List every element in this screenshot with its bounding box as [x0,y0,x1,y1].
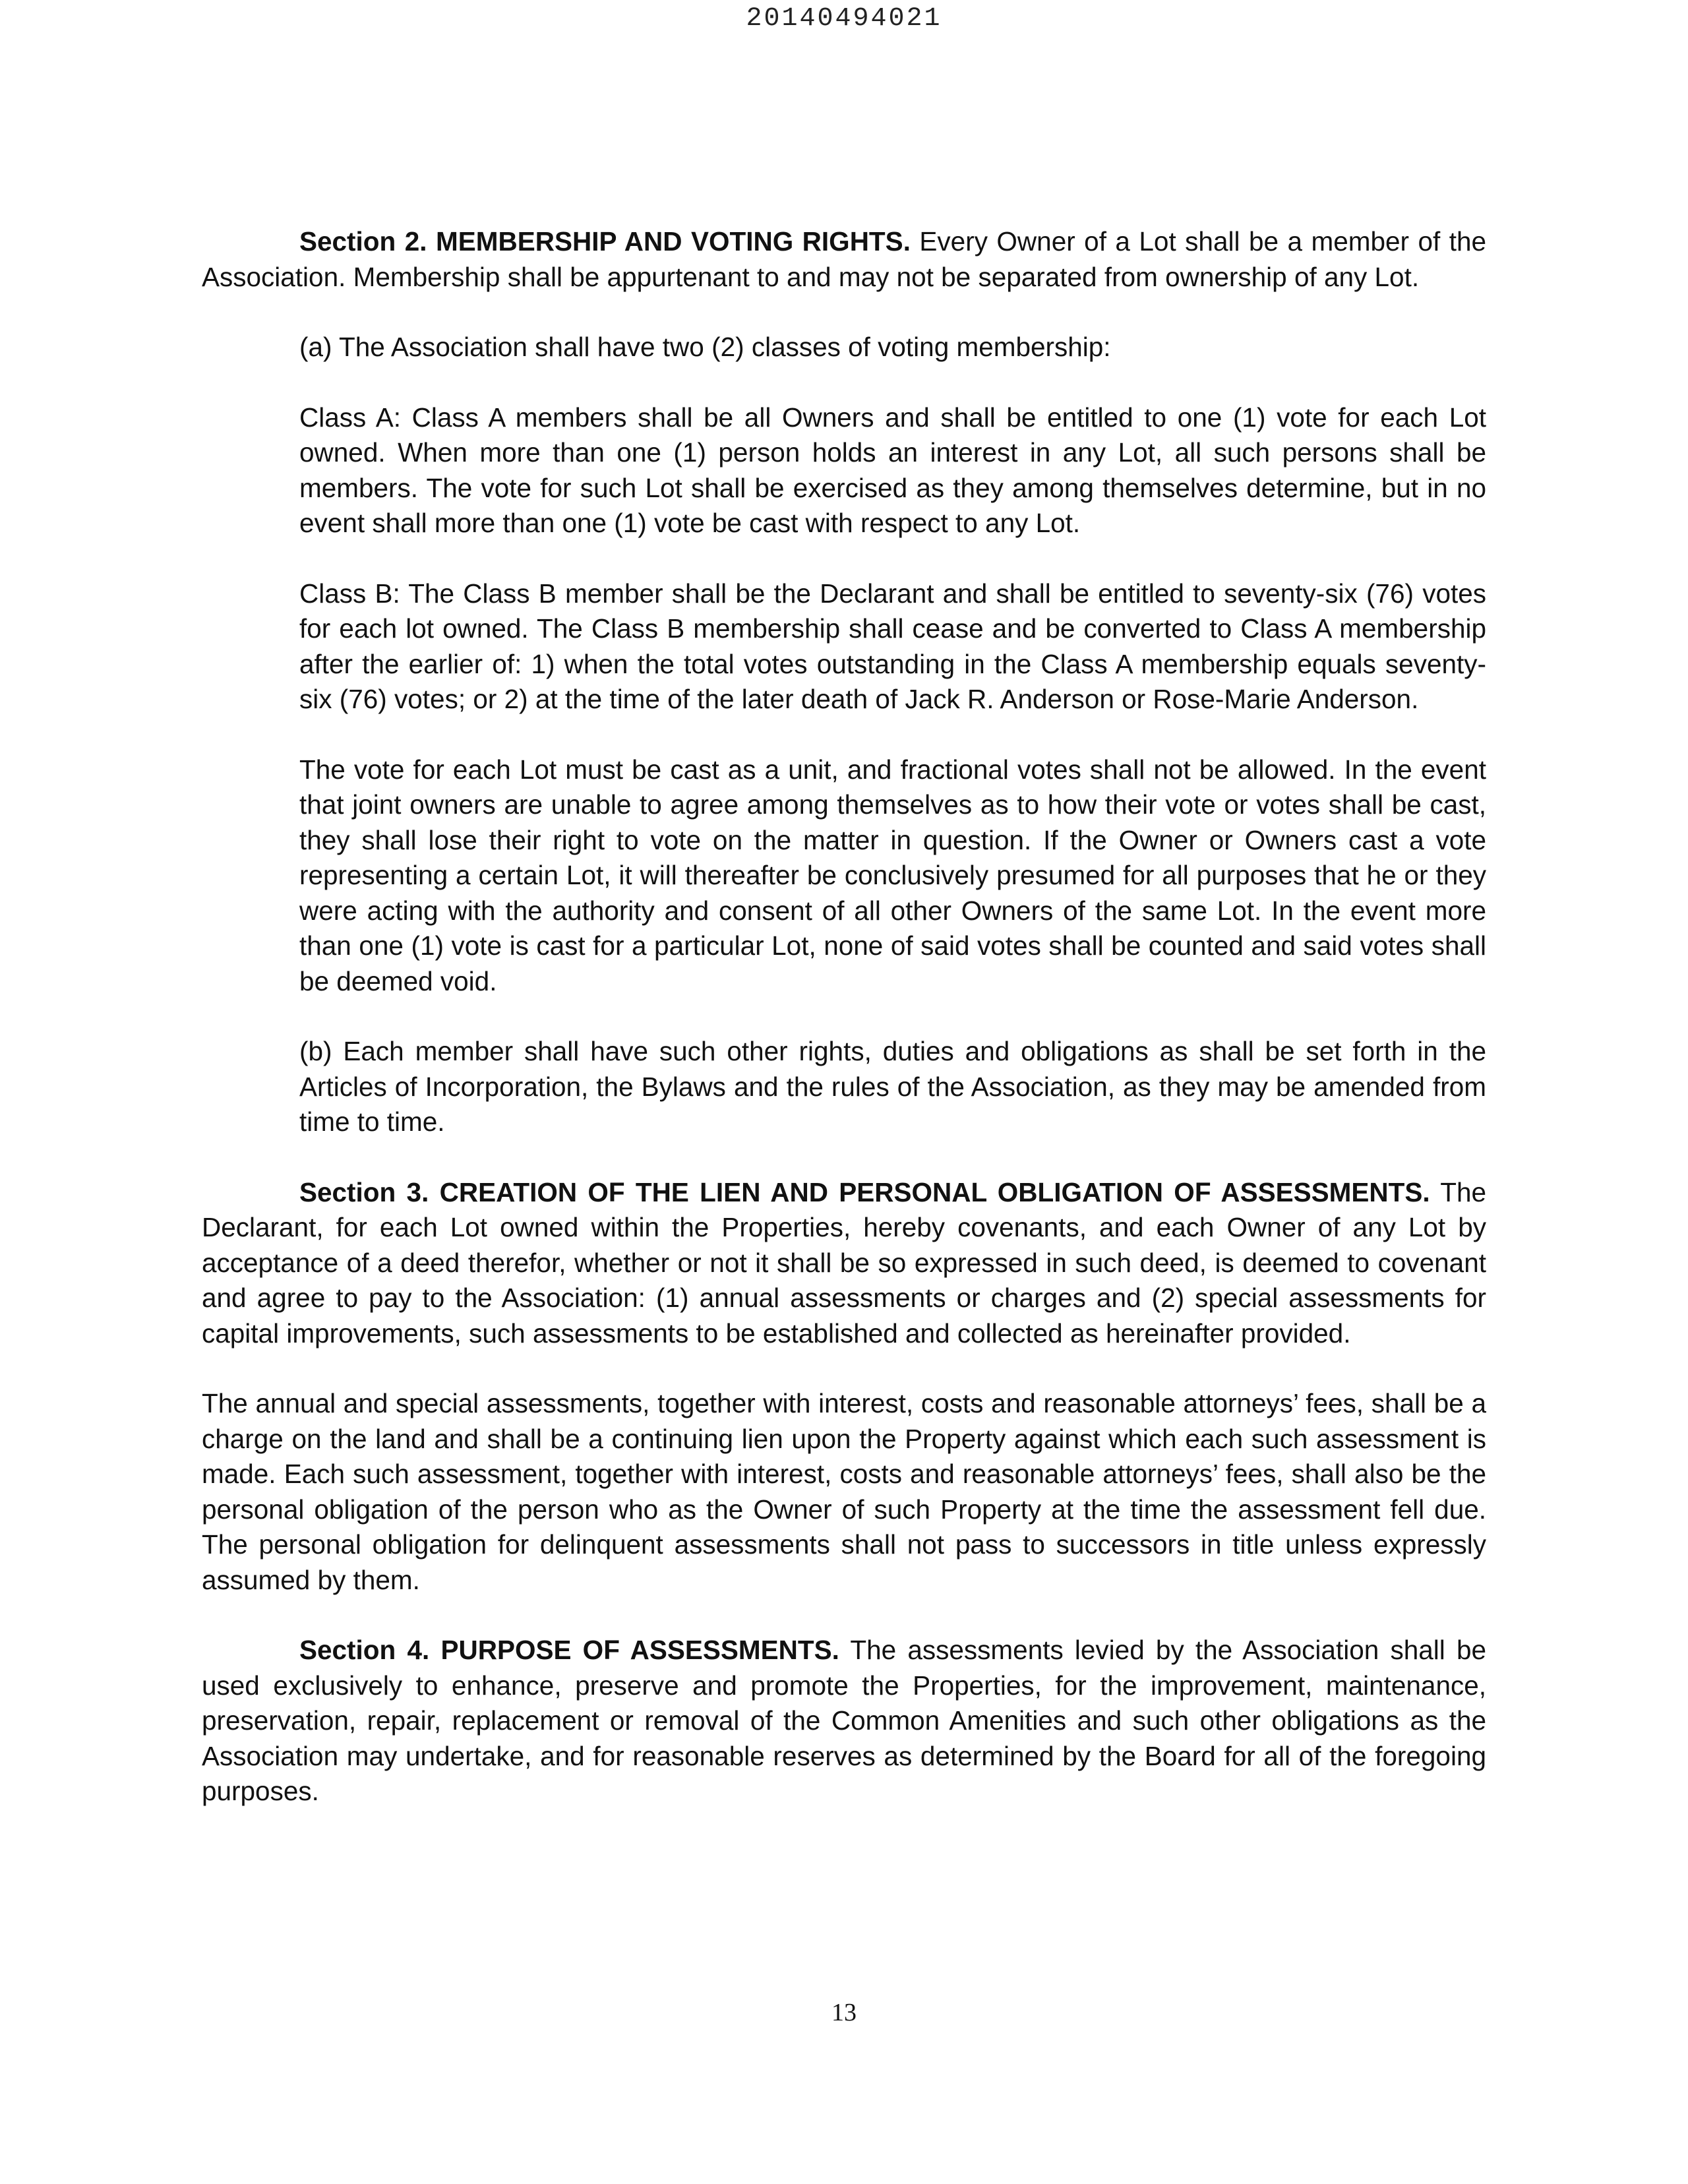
class-a-paragraph: Class A: Class A members shall be all Owners and shall be entitled to one (1) vote for each Lot owned. When more than one (1) person holds an interest in any Lot, all such persons shall be members. The vote for such Lot shall be exercised as they among themselves determine, but in no event shall more than one (1) vote be cast with respect to any Lot. [299,402,1486,538]
section-3-paragraph [202,1175,1486,1352]
section-3-text: The Declarant, for each Lot owned within the Properties, hereby covenants, and each Owner of any Lot by acceptance of a deed therefor, whether or not it shall be so expressed in such deed, is deemed to covenant and agree to pay to the Association: (1) annual assessments or charges and (2) special assessments for capital improvements, such assessments to be established and collected as hereinafter provided. [202,1176,1486,1349]
section-3-heading: Section 3. CREATION OF THE LIEN AND PERSONAL OBLIGATION OF ASSESSMENTS. [299,1176,1430,1207]
section-2-text: Every Owner of a Lot shall be a member of the Association. Membership shall be appurtenant to and may not be separated from ownership of any Lot. [202,226,1486,292]
document-number: 20140494021 [746,4,942,34]
page-number: 13 [831,1999,857,2026]
section-4-heading: Section 4. PURPOSE OF ASSESSMENTS. [299,1635,839,1665]
voting-classes-paragraph: (a) The Association shall have two (2) classes of voting membership: [299,332,1111,362]
section-4-paragraph [202,1633,1486,1809]
document-body [202,224,1486,1844]
vote-unit-paragraph: The vote for each Lot must be cast as a unit, and fractional votes shall not be allowed. In the event that joint owners are unable to agree among themselves as to how their vote or votes shall be cast, they shall lose their right to vote on the matter in question. If the Owner or Owners cast a vote representing a certain Lot, it will thereafter be conclusively presumed for all purposes that he or they were acting with the authority and consent of all other Owners of the same Lot. In the event more than one (1) vote is cast for a particular Lot, none of said votes shall be counted and said votes shall be deemed void. [299,754,1486,996]
section-2-heading: Section 2. MEMBERSHIP AND VOTING RIGHTS. [299,226,911,257]
section-4-text: The assessments levied by the Association shall be used exclusively to enhance, preserve and promote the Properties, for the improvement, maintenance, preservation, repair, replacement or removal of the Common Amenities and such other obligations as the Association may undertake, and for reasonable reserves as determined by the Board for all of the foregoing purposes. [202,1635,1486,1806]
class-b-paragraph: Class B: The Class B member shall be the Declarant and shall be entitled to seventy-six (76) votes for each lot owned. The Class B membership shall cease and be converted to Class A membership after the earlier of: 1) when the total votes outstanding in the Class A membership equals seventy-six (76) votes; or 2) at the time of the later death of Jack R. Anderson or Rose-Marie Anderson. [299,578,1486,714]
section-2-paragraph [202,224,1486,295]
member-rights-paragraph: (b) Each member shall have such other rights, duties and obligations as shall be set forth in the Articles of Incorporation, the Bylaws and the rules of the Association, as they may be amended from time to time. [299,1036,1486,1137]
lien-paragraph: The annual and special assessments, together with interest, costs and reasonable attorneys’ fees, shall be a charge on the land and shall be a continuing lien upon the Property against which each such assessment is made. Each such assessment, together with interest, costs and reasonable attorneys’ fees, shall also be the personal obligation of the person who as the Owner of such Property at the time the assessment fell due. The personal obligation for delinquent assessments shall not pass to successors in title unless expressly assumed by them. [202,1388,1486,1595]
